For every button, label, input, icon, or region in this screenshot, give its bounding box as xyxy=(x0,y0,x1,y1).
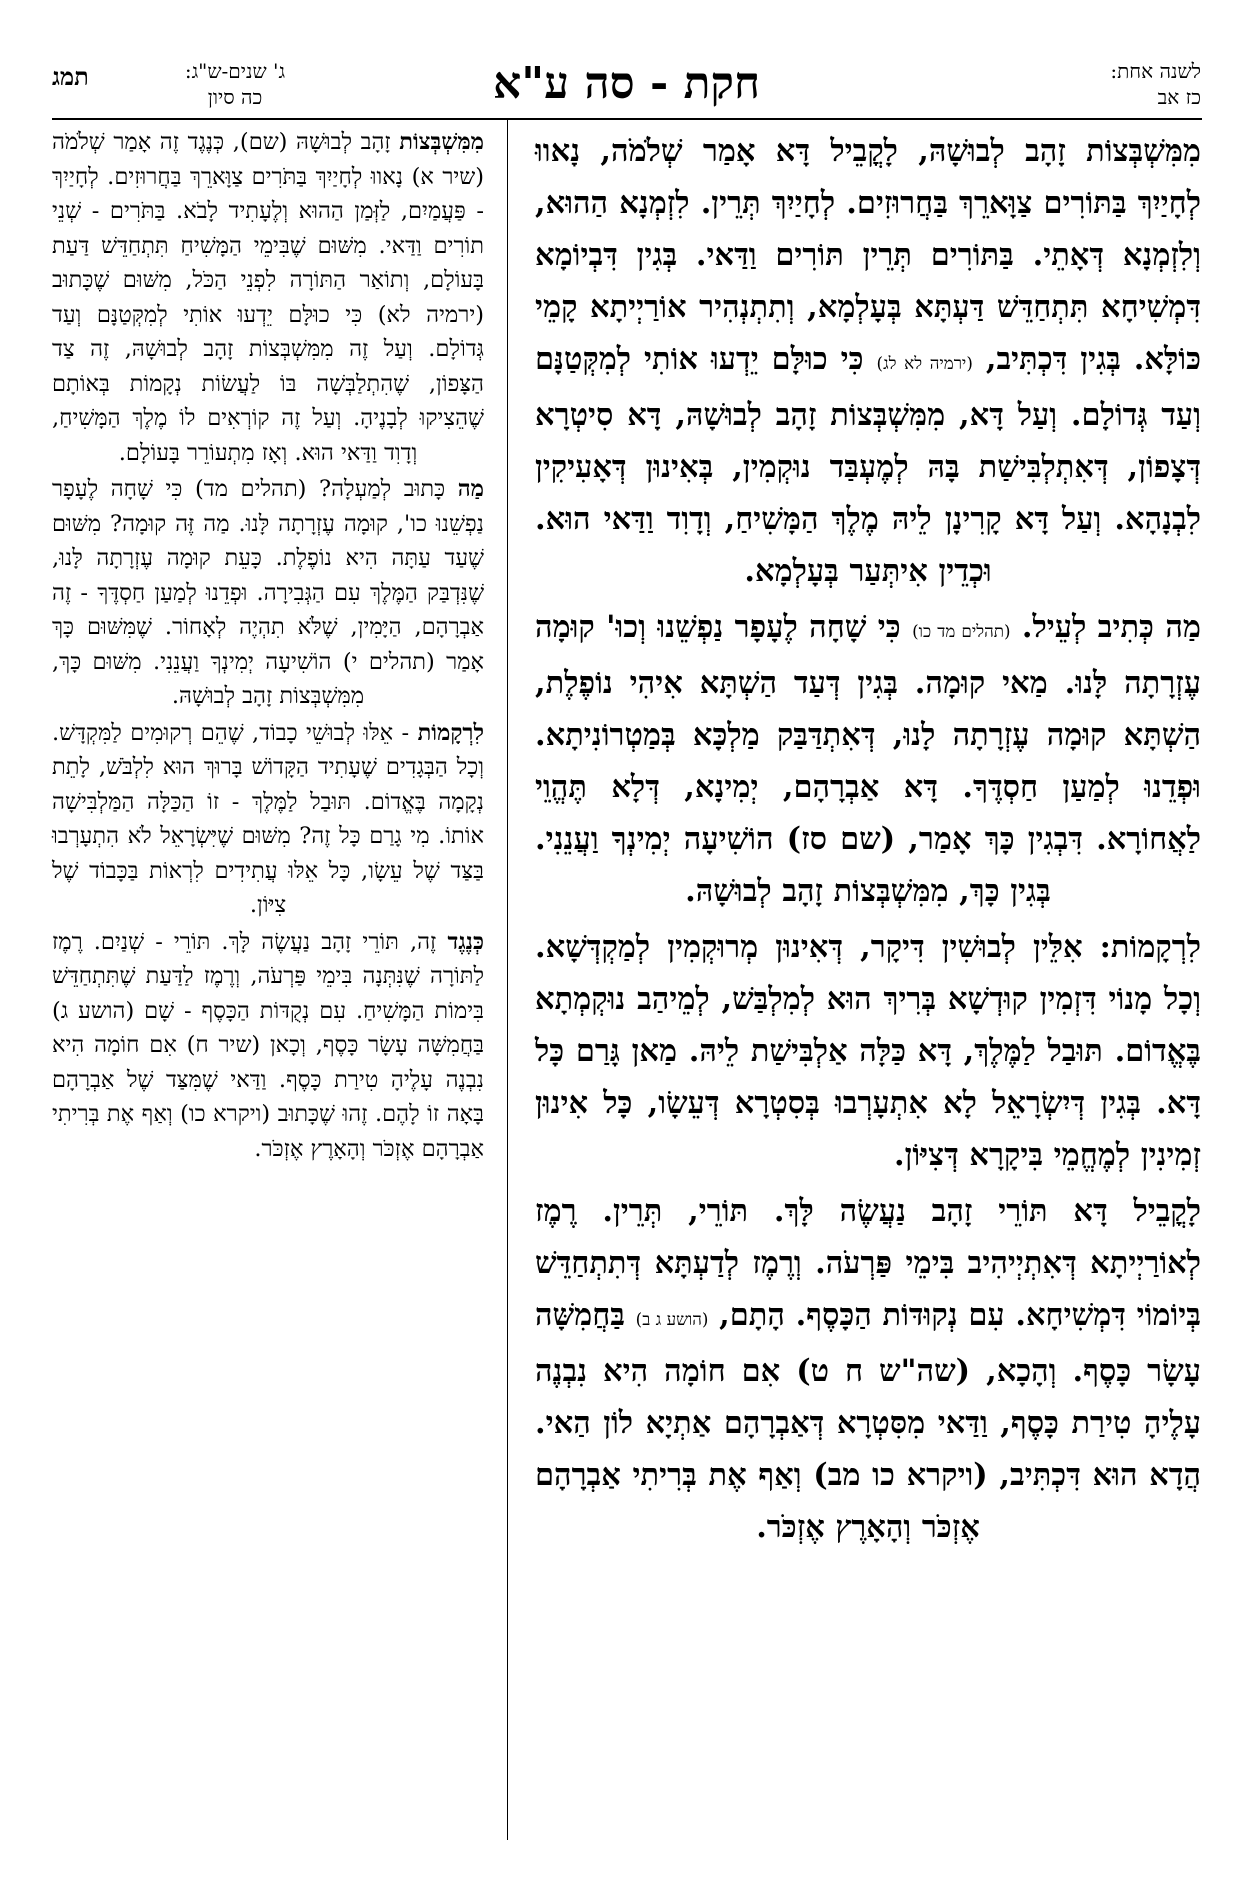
translation-paragraph xyxy=(52,125,484,470)
main-paragraph-lead: לִרְקָמוֹת: xyxy=(1099,929,1201,965)
main-paragraph-source: (תהלים מד כו) xyxy=(912,621,1011,641)
header-three-year-schedule xyxy=(150,58,320,118)
main-paragraph-source: (ירמיה לא לג) xyxy=(876,353,973,373)
main-paragraph-tail: כִּי שָׁחָה לֶעָפָר נַפְשֵׁנוּ וְכוּ' קוּמָה עֶזְרָתָה לָּנוּ. מַאי קוּמָה. בְּגִין דְּעַד הַשְׁתָּא אִיהִי נוֹפֶלֶת, הַשְׁתָּא קוּמָה עֶזְרָתָה לָנוּ, דְּאִתְדַּבַּק מַלְכָּא בְּמַטְרוֹנִיתָא. וּפְדֵנוּ לְמַעַן חַסְדֶּךָ. דָּא אַבְרָהָם, יְמִינָא, דְּלָא תֶּהֱוֵי לַאֲחוֹרָא. דִּבְגִין כָּךְ אָמַר, (שם סז) הוֹשִׁיעָה יְמִינְךָ וַעֲנֵנִי. בְּגִין כָּךְ, מִמִּשְׁבְּצוֹת זָהָב לְבוּשָׁהּ. xyxy=(535,609,1201,909)
translation-column xyxy=(52,125,484,1168)
main-paragraph-lead: מִמִּשְׁבְּצוֹת xyxy=(1086,133,1201,169)
header-three-year-date: כה סיון xyxy=(207,85,263,109)
translation-paragraph xyxy=(52,925,484,1167)
translation-paragraph-lead: לִרְקָמוֹת xyxy=(417,719,484,746)
translation-paragraph-lead: מִמִּשְׁבְּצוֹת xyxy=(399,129,484,155)
page-number: תמג xyxy=(52,62,89,91)
main-paragraph-tail: כִּי כוּלָּם יֵדְעוּ אוֹתִי לְמִקְּטַנָּם וְעַד גְּדוֹלָם. וְעַל דָּא, מִמִּשְׁבְּצוֹת זָהָב לְבוּשָׁהּ, דָּא סִיטְרָא דְּצָפוֹן, דְּאִתְלְבִּישַׁת בָּהּ לְמֶעְבַּד נוּקְמִין, בְּאִינוּן דְּאָעִיקִין לִבְנָהָא. וְעַל דָּא קָרִינָן לֵיהּ מֶלֶךְ הַמָּשִׁיחַ, וְדָוִד וַדַּאי הוּא. וּכְדֵין אִיתְּעַר בְּעָלְמָא. xyxy=(535,341,1201,589)
translation-paragraph-text: זֶה, תּוֹרֵי זָהָב נַעֲשֶׂה לָּךְ. תּוֹרֵי - שְׁנַיִם. רֶמֶז לַתּוֹרָה שֶׁנִּתְּנָה בִּימֵי פַּרְעֹה, וְרֶמֶז לַדַּעַת שֶׁתִּתְחַדֵּשׁ בִּימוֹת הַמָּשִׁיחַ. עִם נְקֻדּוֹת הַכָּסֶף - שָׁם (הושע ג) בַּחֲמִשָּׁה עָשָׂר כָּסֶף, וְכָאן (שיר ח) אִם חוֹמָה הִיא נִבְנֶה עָלֶיהָ טִירַת כָּסֶף. וַדַּאי שֶׁמִּצַּד שֶׁל אַבְרָהָם בָּאָה זוֹ לָהֶם. זֶהוּ שֶׁכָּתוּב (ויקרא כו) וְאַף אֶת בְּרִיתִי אַבְרָהָם אֶזְכֹּר וְהָאָרֶץ אֶזְכֹּר. xyxy=(52,928,484,1162)
translation-paragraph xyxy=(52,716,484,923)
main-paragraph-text: זָהָב לְבוּשָׁהּ, לָקֳבֵיל דָּא אָמַר שְׁלֹמֹה, נָאווּ לְחָיַיִךְ בַּתּוֹרִים צַוָּארֵךְ בַּחֲרוּזִים. לְחָיַיִךְ תְּרֵין. לִזְמְנָא הַהוּא, וְלִזְמְנָא דְּאָתֵי. בַּתּוֹרִים תְּרֵין תּוֹרִים וַדַּאי. בְּגִין דִּבְיוֹמָא דִּמְשִׁיחָא תִּתְחַדֵּשׁ דַּעְתָּא בְּעָלְמָא, וְתִתְנְהִיר אוֹרַיְיתָא קָמֵי כּוֹלָּא. בְּגִין דִּכְתִּיב, xyxy=(535,133,1201,377)
translation-paragraph-lead: כְּנֶגֶד xyxy=(447,928,484,955)
main-paragraph xyxy=(535,1185,1201,1553)
main-paragraph xyxy=(535,125,1201,597)
header-one-year-label: לשנה אחת: xyxy=(1110,59,1201,83)
main-paragraph-text: אִלֵּין לְבוּשִׁין דִּיקָר, דְּאִינוּן מְרוּקְמִין לְמַקְדְּשָׁא. וְכָל מָנוֹי דִּזְמִין קוּדְשָׁא בְּרִיךְ הוּא לְמִלְבַּשׁ, לְמֵיהַב נוּקְמְתָא בֶּאֱדוֹם. תּוּבַל לַמֶּלֶךְ, דָּא כַּלָּה אַלְבִּישַׁת לֵיהּ. מַאן גָּרַם כָּל דָּא. בְּגִין דְּיִשְׂרָאֵל לָא אִתְעָרְבוּ בְּסִטְרָא דְּעֵשָׂו, כָּל אִינוּן זְמִינִין לְמֶחֱמֵי בִּיקָרָא דְּצִיּוֹן. xyxy=(535,929,1201,1173)
header-three-year-label: ג' שנים-ש"ג: xyxy=(184,59,286,83)
page-title: חקת - סה ע"א xyxy=(492,58,761,109)
header-one-year-date: כז אב xyxy=(1157,85,1201,109)
translation-paragraph-lead: מַה xyxy=(457,476,484,502)
main-text-column xyxy=(535,125,1201,1557)
column-divider xyxy=(507,120,508,1840)
main-paragraph-source: (הושע ג ב) xyxy=(635,1309,709,1329)
main-paragraph-tail: בַּחֲמִשָּׁה עָשָׂר כָּסֶף. וְהָכָא, (שה"ש ח ט) אִם חוֹמָה הִיא נִבְנֶה עָלֶיהָ טִירַת כָּסֶף, וַדַּאי מִסִּטְרָא דְּאַבְרָהָם אַתְיָא לוֹן הַאי. הֲדָא הוּא דִּכְתִּיב, (ויקרא כו מב) וְאַף אֶת בְּרִיתִי אַבְרָהָם אֶזְכֹּר וְהָאָרֶץ אֶזְכֹּר. xyxy=(535,1297,1201,1545)
main-paragraph xyxy=(535,601,1201,917)
main-paragraph-text xyxy=(1011,609,1022,645)
header-rule xyxy=(52,118,1202,120)
main-paragraph-lead: לָקֳבֵיל xyxy=(1133,1193,1201,1229)
main-paragraph-lead: מַה כְּתִיב לְעֵיל. xyxy=(1021,609,1201,645)
translation-paragraph-text: זָהָב לְבוּשָׁהּ (שם), כְּנֶגֶד זֶה אָמַר שְׁלֹמֹה (שיר א) נָאווּ לְחָיַיִךְ בַּתֹּרִים צַוָּארֵךְ בַּחֲרוּזִים. לְחָיַיִךְ - פַּעֲמַיִם, לַזְּמַן הַהוּא וְלֶעָתִיד לָבֹא. בַּתֹּרִים - שְׁנֵי תוֹרִים וַדַּאי. מִשּׁוּם שֶׁבִּימֵי הַמָּשִׁיחַ תִּתְחַדֵּשׁ דַּעַת בָּעוֹלָם, וְתוֹאַר הַתּוֹרָה לִפְנֵי הַכֹּל, מִשּׁוּם שֶׁכָּתוּב (ירמיה לא) כִּי כוּלָּם יֵדְעוּ אוֹתִי לְמִקְּטַנָּם וְעַד גְּדוֹלָם. וְעַל זֶה מִמִּשְׁבְּצוֹת זָהָב לְבוּשָׁהּ, זֶה צַד הַצָּפוֹן, שֶׁהִתְלַבְּשָׁה בּוֹ לַעֲשׂוֹת נְקָמוֹת בְּאוֹתָם שֶׁהֵצִיקוּ לְבָנֶיהָ. וְעַל זֶה קוֹרְאִים לוֹ מֶלֶךְ הַמָּשִׁיחַ, וְדָוִד וַדַּאי הוּא. וְאָז מִתְעוֹרֵר בָּעוֹלָם. xyxy=(52,129,484,466)
translation-paragraph-text: - אֵלּוּ לְבוּשֵׁי כָבוֹד, שֶׁהֵם רְקוּמִים לַמִּקְדָּשׁ. וְכָל הַבְּגָדִים שֶׁעָתִיד הַקָּדוֹשׁ בָּרוּךְ הוּא לִלְבֹּשׁ, לָתֵת נְקָמָה בֶּאֱדוֹם. תּוּבַל לַמֶּלֶךְ - זוֹ הַכַּלָּה הַמַּלְבִּישָׁה אוֹתוֹ. מִי גָרַם כָּל זֶה? מִשּׁוּם שֶׁיִּשְׂרָאֵל לֹא הִתְעָרְבוּ בַּצַּד שֶׁל עֵשָׂו, כָּל אֵלּוּ עֲתִידִים לִרְאוֹת בַּכָּבוֹד שֶׁל צִיּוֹן. xyxy=(52,719,484,918)
header-daily-schedule xyxy=(1051,58,1201,118)
translation-paragraph-text: כָּתוּב לְמַעְלָה? (תהלים מד) כִּי שָׁחָה לֶעָפָר נַפְשֵׁנוּ כו', קוּמָה עֶזְרָתָה לָּנוּ. מַה זֶּה קוּמָה? מִשּׁוּם שֶׁעַד עַתָּה הִיא נוֹפֶלֶת. כָּעֵת קוּמָה עֶזְרָתָה לָּנוּ, שֶׁנִּדְבַּק הַמֶּלֶךְ עִם הַגְּבִירָה. וּפְדֵנוּ לְמַעַן חַסְדֶּךָ - זֶה אַבְרָהָם, הַיָּמִין, שֶׁלֹּא תִהְיֶה לְאָחוֹר. שֶׁמִּשּׁוּם כָּךְ אָמַר (תהלים י) הוֹשִׁיעָה יְמִינְךָ וַעֲנֵנִי. מִשּׁוּם כָּךְ, מִמִּשְׁבְּצוֹת זָהָב לְבוּשָׁהּ. xyxy=(52,476,484,709)
main-paragraph xyxy=(535,921,1201,1181)
translation-paragraph xyxy=(52,472,484,714)
main-paragraph-text: דָּא תּוֹרֵי זָהָב נַעֲשֶׂה לָּךְ. תּוֹרֵי, תְּרֵין. רֶמֶז לְאוֹרַיְיתָא דְּאִתְיְיהִיב בִּימֵי פַּרְעֹה. וְרֶמֶז לְדַעְתָּא דְּתִתְחַדֵּשׁ בְּיוֹמוֹי דִּמְשִׁיחָא. עִם נְקוּדּוֹת הַכָּסֶף. הָתָם, xyxy=(535,1193,1201,1333)
